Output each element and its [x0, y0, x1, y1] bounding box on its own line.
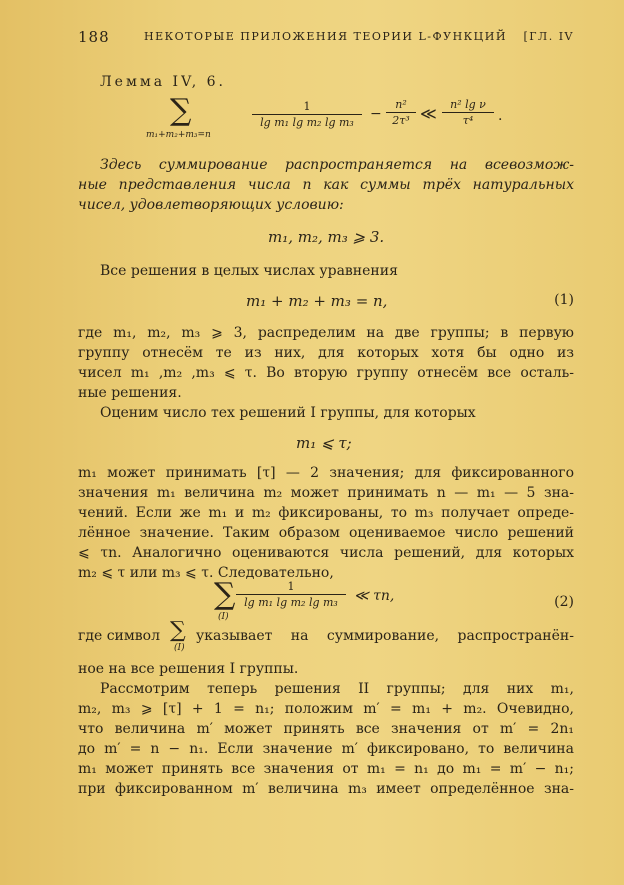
text-line: до m′ = n − n₁. Если значение m′ фиксировано, то величина: [78, 741, 574, 757]
text-line: группу отнесём те из них, для которых хотя бы одно из: [78, 345, 574, 361]
text-line: чисел m₁ ,m₂ ,m₃ ⩽ τ. Во вторую группу отнесём все осталь-: [78, 365, 574, 381]
text-line: Рассмотрим теперь решения II группы; для них m₁,: [100, 681, 574, 697]
text-line: ⩽ τn. Аналогично оцениваются числа решений, для которых: [78, 545, 574, 561]
fraction-one: $\frac{1}{\text{lg m₁ lg m₂ lg m₃}}$: [252, 100, 362, 129]
equation-2-rhs: ≪ τn,: [354, 588, 395, 604]
lemma-title: Лемма IV, 6.: [100, 74, 226, 90]
sum-index: m₁+m₂+m₃=n: [146, 130, 211, 140]
text-line: m₁ может принимать [τ] — 2 значения; для фиксированного: [78, 465, 574, 481]
text-line: чисел, удовлетворяющих условию:: [78, 197, 344, 213]
text-line: при фиксированном m′ величина m₃ имеет определённое зна-: [78, 781, 574, 797]
equation-1: m₁ + m₂ + m₃ = n,: [246, 292, 388, 310]
condition-formula: m₁, m₂, m₃ ⩾ 3.: [268, 228, 385, 246]
sum-index-inline: (I): [174, 643, 185, 653]
text-line: значения m₁ величина m₂ может принимать n — m₁ — 5 зна-: [78, 485, 574, 501]
sum-symbol-2: ∑: [214, 577, 236, 612]
page-number: 188: [78, 28, 110, 46]
equation-2-number: (2): [554, 594, 574, 610]
formula-period: .: [498, 108, 503, 124]
text-line: m₂ ⩽ τ или m₃ ⩽ τ. Следовательно,: [78, 565, 334, 581]
text-line: чений. Если же m₁ и m₂ фиксированы, то m₃ получает опреде-: [78, 505, 574, 521]
relation-sign: ≪: [420, 104, 437, 123]
sum-index-2: (I): [218, 612, 229, 622]
minus-sign: −: [370, 106, 382, 122]
text-line: что величина m′ может принять все значения от m′ = 2n₁: [78, 721, 574, 737]
text-line: Оценим число тех решений I группы, для которых: [100, 405, 476, 421]
text-line: указывает на суммирование, распространён-: [196, 628, 574, 644]
text-line: ное на все решения I группы.: [78, 661, 299, 677]
text-line: m₁ может принять все значения от m₁ = n₁ до m₁ = m′ − n₁;: [78, 761, 574, 777]
sum-symbol: ∑: [170, 93, 192, 128]
fraction-two: $\frac{\text{n²}}{\text{2τ³}}$: [386, 98, 416, 127]
text-line: Все решения в целых числах уравнения: [100, 263, 398, 279]
chapter-label: [ГЛ. IV: [523, 30, 574, 43]
text-line: m₂, m₃ ⩾ [τ] + 1 = n₁; положим m′ = m₁ + m₂. Очевидно,: [78, 701, 574, 717]
text-line: где m₁, m₂, m₃ ⩾ 3, распределим на две группы; в первую: [78, 325, 574, 341]
text-line: ные решения.: [78, 385, 182, 401]
fraction-eq2: $\frac{1}{\text{lg m₁ lg m₂ lg m₃}}$: [236, 580, 346, 609]
text-line: Здесь суммирование распространяется на всевозмож-: [100, 157, 574, 173]
fraction-three: $\frac{\text{n² lg ν}}{\text{τ⁴}}$: [442, 98, 494, 127]
text-line: где символ: [78, 628, 160, 644]
sum-symbol-inline: ∑: [170, 618, 186, 643]
condition-formula-2: m₁ ⩽ τ;: [296, 434, 352, 452]
equation-1-number: (1): [554, 292, 574, 308]
running-title: НЕКОТОРЫЕ ПРИЛОЖЕНИЯ ТЕОРИИ L-ФУНКЦИЙ: [144, 30, 507, 43]
running-header: [78, 28, 574, 50]
text-line: ные представления числа n как суммы трёх натуральных: [78, 177, 574, 193]
text-line: лённое значение. Таким образом оцениваемое число решений: [78, 525, 574, 541]
